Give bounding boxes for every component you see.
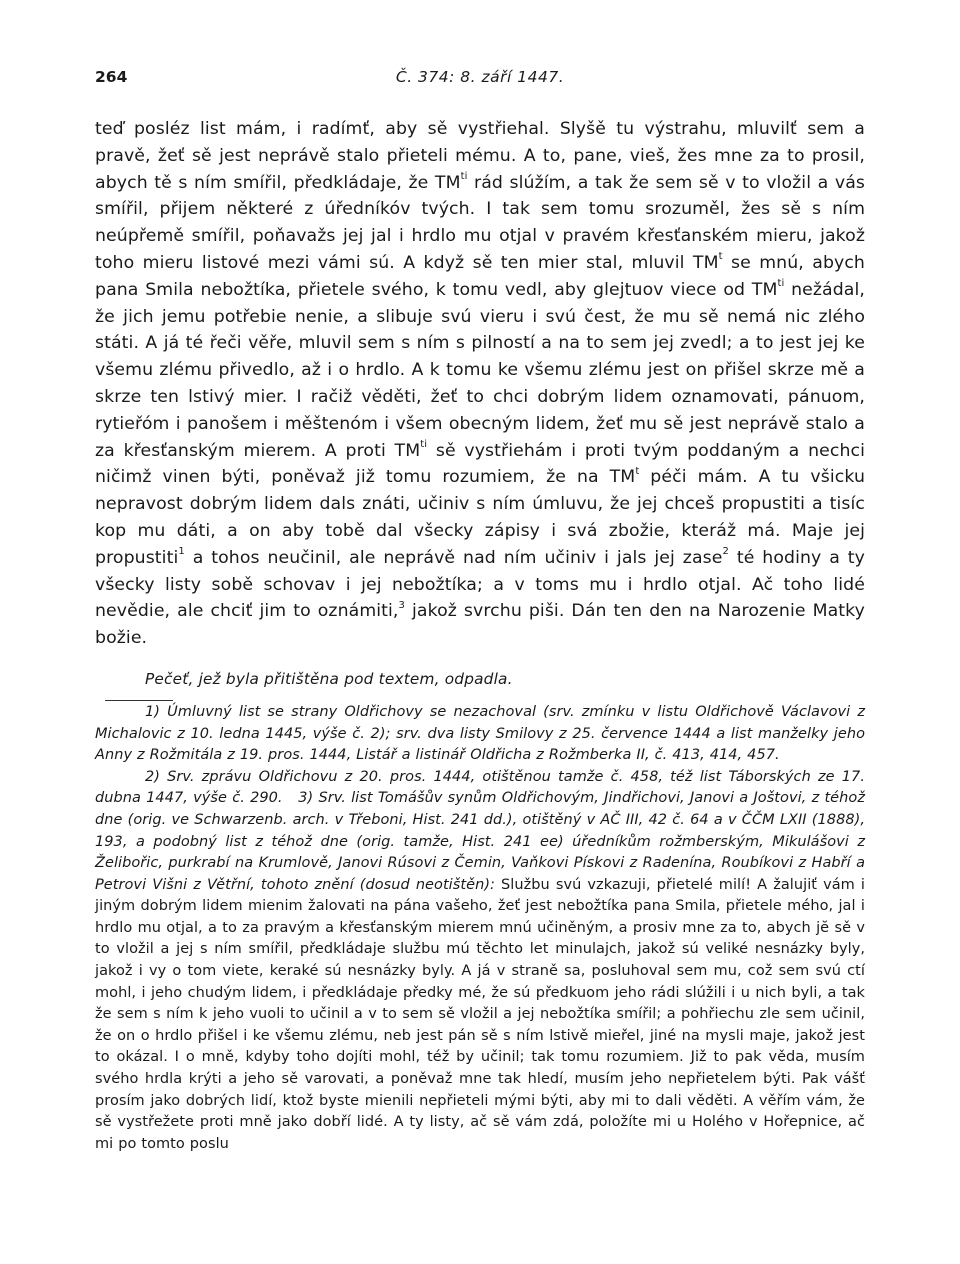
page-header — [95, 68, 865, 94]
footnote-2-text: 2) Srv. zprávu Oldřichovu z 20. pros. 1444, otištěnou tamže č. 458, též list Táborských ze 17. dubna 1447, výše č. 290. — [95, 768, 865, 807]
superscript-abbrev: ti — [460, 170, 468, 182]
footnotes — [95, 702, 865, 1155]
page-number: 264 — [95, 68, 128, 86]
footnote-ref-3: 3 — [398, 599, 405, 611]
document-page — [95, 68, 865, 1155]
body-text: nežádal, že jich jemu potřebie nenie, a slibuje svú vieru i svú čest, že mu sě nemá nic zlého státi. A já té řeči věře, mluvil sem s ním s pilností a na to sem jej zvedl; a to jest jej ke všemu zlému přivedlo, až i o hrdlo. A k tomu ke všemu zlému jest on přišel skrze mě a skrze ten lstivý mier. I račiž věděti, žeť to chci dobrým lidem oznamovati, pánuom, rytieřóm i panošem i měštenóm i všem obecným lidem, žeť mu sě jest neprávě stalo a za křesťanským mierem. A proti TM — [95, 279, 865, 461]
footnote-3-text: 3) Srv. list Tomášův synům Oldřichovým, Jindřichovi, Janovi a Joštovi, z téhož dne (orig. ve Schwarzenb. arch. v Třeboni, Hist. 241 dd.), otištěný v AČ III, 42 č. 64 a v ČČM LXII (1888), 193, a podobný list z téhož dne (orig. tamže, Hist. 241 ee) úředníkům rožmberským, Mikulášovi z Želibořic, purkrabí na Krumlově, Janovi Rúsovi z Čemin, Vaňkovi Pískovi z Radenína, Roubíkovi z Habří a Petrovi Višni z Větřní, tohoto znění (dosud neotištěn): — [95, 790, 865, 893]
body-text: péči mám. A tu všicku nepravost dobrým lidem dals znáti, učiniv s ním úmluvu, že jej chceš propustiti a tisíc kop mu dáti, a on aby tobě dal všecky zápisy i svá zbožie, kteráž má. Maje jej propustiti — [95, 467, 865, 568]
body-text: jakož svrchu piši. Dán ten den na Narozenie Matky božie. — [95, 601, 865, 649]
footnote-ref-1: 1 — [178, 545, 185, 557]
body-text: té hodiny a ty všecky listy sobě schovav i jej nebožtíka; a v toms mu i hrdlo otjal. Ač toho lidé nevědie, ale chciť jim to oznámiti, — [95, 547, 865, 622]
footnote-1-text: 1) Úmluvný list se strany Oldřichovy se nezachoval (srv. zmínku v listu Oldřichově Václavovi z Michalovic z 10. ledna 1445, výše č. 2); srv. dva listy Smilovy z 25. července 1444 a list manželky jeho Anny z Rožmitála z 19. pros. 1444, Listář a listinář Oldřicha z Rožmberka II, č. 413, 414, 457. — [95, 703, 865, 764]
letter-body — [95, 116, 865, 652]
body-text: se mnú, abych pana Smila nebožtíka, přietele svého, k tomu vedl, aby glejtuov viece od TM — [95, 252, 865, 300]
body-text: a tohos neučinil, ale neprávě nad ním učiniv i jals jej zase — [184, 547, 723, 568]
running-head: Č. 374: 8. září 1447. — [395, 68, 565, 86]
superscript-abbrev: t — [635, 465, 640, 477]
footnote-2-3 — [95, 767, 865, 1156]
footnote-ref-2: 2 — [722, 545, 729, 557]
body-text: sě vystřiehám i proti tvým poddaným a nechci ničimž vinen býti, poněvaž již tomu rozumiem, že na TM — [95, 440, 866, 488]
superscript-abbrev: ti — [777, 278, 785, 290]
body-text: teď posléz list mám, i radímť, aby sě vystřiehal. Slyšě tu výstrahu, mluvilť sem a pravě, žeť sě jest neprávě stalo přieteli mému. A to, pane, vieš, žes mne za to prosil, abych tě s ním smířil, předkládaje, že TM — [95, 119, 865, 193]
footnote-divider — [105, 700, 173, 701]
body-text: rád slúžím, a tak že sem sě v to vložil a vás smířil, přijem některé z úředníkóv tvých. I tak sem tomu srozuměl, žes sě s ním neúpřemě smířil, poňavažs jej jal i hrdlo mu otjal v pravém křesťanském mieru, jakož toho mieru listové mezi vámi sú. A když sě ten mier stal, mluvil TM — [95, 172, 865, 273]
superscript-abbrev: t — [718, 251, 723, 263]
seal-note: Pečeť, jež byla přitištěna pod textem, odpadla. — [145, 669, 513, 688]
superscript-abbrev: ti — [420, 438, 428, 450]
footnote-1 — [95, 702, 865, 767]
footnote-3-quote: Službu svú vzkazuji, přietelé milí! A žalujiť vám i jiným dobrým lidem mienim žalovati na pána vašeho, žeť jest nebožtíka pana Smila, přietele mého, jal i hrdlo mu otjal, a to za pravým a křesťanským mierem mnú učiněným, a prosiv mne za to, abych jĕ sě v to vložil a jej s ním smířil, předkládaje službu mú těchto let minulajch, jakož sú veliké nesnázky byly, jakož i vy o tom viete, keraké sú nesnázky byly. A já v straně sa, posluhoval sem mu, což sem svú ctí mohl, i jeho chudým lidem, i předkládaje předky mé, že sú předkuom jeho rádi slúžili i u nich byli, a tak že sem s ním k jeho vuoli to učinil a v to sem sě vložil a jej nebožtíka smířil; a pohřiechu zle sem učinil, že on o hrdlo přišel i ke všemu zlému, neb jest pán sě s ním lstivě mieřel, jiné na mysli maje, jakož jest to okázal. I o mně, kdyby toho dojíti mohl, též by učinil; tak tomu rozumiem. Již to pak věda, musím svého hrdla krýti a jeho sě varovati, a poněvaž mne tak hledí, musím jeho nepřietelem býti. Pak vášť prosím jako dobrých lidí, ktož byste mienili nepřieteli mými býti, aby mi to dali věděti. A věřím vám, že sě vystřežete proti mně jako dobří lidé. A ty listy, ač sě vám zdá, položíte mi u Holého v Hořepnice, ač mi po tomto poslu — [95, 876, 865, 1152]
